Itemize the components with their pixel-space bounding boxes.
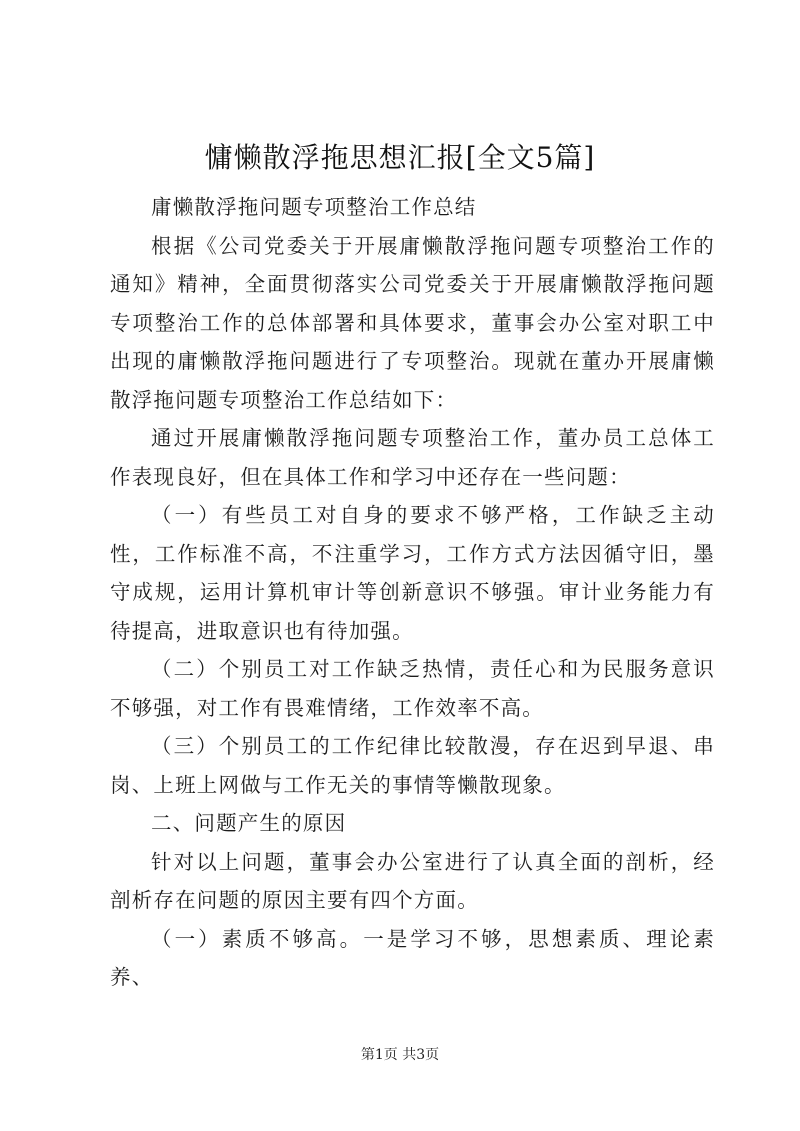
paragraph: （二）个别员工对工作缺乏热情，责任心和为民服务意识不够强，对工作有畏难情绪，工作效率不高。: [110, 657, 715, 720]
document-title: 慵懒散浮拖思想汇报[全文5篇]: [204, 141, 596, 174]
paragraph: 针对以上问题，董事会办公室进行了认真全面的剖析，经剖析存在问题的原因主要有四个方面。: [110, 849, 715, 912]
paragraph: （一）素质不够高。一是学习不够，思想素质、理论素养、: [110, 926, 715, 989]
section-heading: 庸懒散浮拖问题专项整治工作总结: [151, 195, 477, 219]
paragraph: （一）有些员工对自身的要求不够严格，工作缺乏主动性，工作标准不高，不注重学习，工作方式方法因循守旧，墨守成规，运用计算机审计等创新意识不够强。审计业务能力有待提高，进取意识也有待加强。: [110, 503, 715, 643]
section-heading: 二、问题产生的原因: [151, 811, 347, 835]
page-number-footer: 第1页 共3页: [360, 1047, 440, 1063]
paragraph: （三）个别员工的工作纪律比较散漫，存在迟到早退、串岗、上班上网做与工作无关的事情等懒散现象。: [110, 734, 715, 797]
document-body: [110, 188, 715, 997]
paragraph: 通过开展庸懒散浮拖问题专项整治工作，董办员工总体工作表现良好，但在具体工作和学习中还存在一些问题：: [110, 426, 715, 489]
paragraph: 根据《公司党委关于开展庸懒散浮拖问题专项整治工作的通知》精神，全面贯彻落实公司党委关于开展庸懒散浮拖问题专项整治工作的总体部署和具体要求，董事会办公室对职工中出现的庸懒散浮拖问题进行了专项整治。现就在董办开展庸懒散浮拖问题专项整治工作总结如下：: [110, 233, 715, 412]
